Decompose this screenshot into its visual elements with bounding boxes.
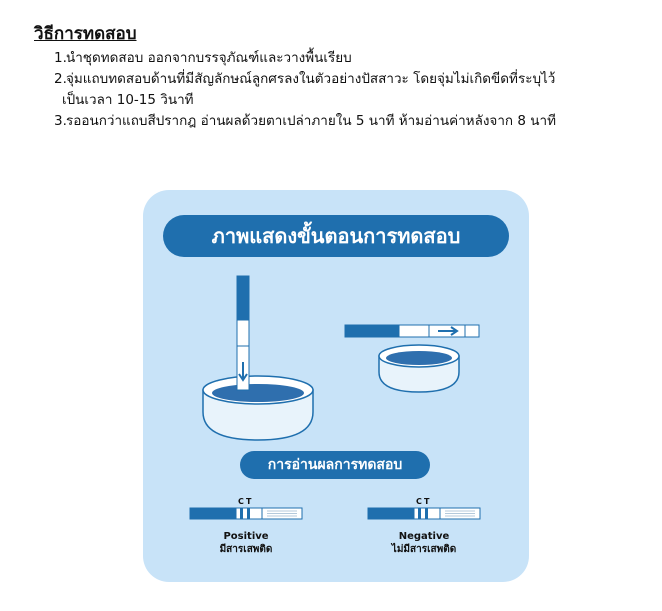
step-3	[54, 111, 654, 132]
positive-label-en: Positive	[223, 531, 269, 542]
positive-strip	[190, 508, 302, 519]
negative-result-label	[369, 530, 479, 556]
step-number: 1.	[54, 50, 67, 66]
positive-result-label	[191, 530, 301, 556]
test-strip-horizontal	[345, 325, 479, 337]
instruction-list	[54, 48, 654, 132]
step-number: 2.	[54, 71, 67, 87]
negative-label-en: Negative	[398, 531, 450, 542]
test-strip-vertical	[237, 276, 249, 390]
positive-label-th: มีสารเสพติด	[219, 544, 273, 555]
negative-strip	[368, 508, 480, 519]
positive-control-label: C	[238, 497, 244, 506]
wait-cup-illustration	[379, 345, 459, 392]
document-title: วิธีการทดสอบ	[34, 24, 137, 44]
negative-label-th: ไม่มีสารเสพติด	[391, 544, 457, 555]
procedure-illustration	[143, 190, 529, 582]
step-number: 3.	[54, 113, 67, 129]
infographic-heading: ภาพแสดงขั้นตอนการทดสอบ	[163, 215, 509, 257]
step-text: จุ่มแถบทดสอบด้านที่มีสัญลักษณ์ลูกศรลงในตัวอย่างปัสสาวะ โดยจุ่มไม่เกิดขีดที่ระบุไว้	[66, 71, 556, 87]
results-heading: การอ่านผลการทดสอบ	[240, 451, 430, 479]
step-text: รออนกว่าแถบสีปรากฎ อ่านผลด้วยตาเปล่าภายใน 5 นาที ห้ามอ่านค่าหลังจาก 8 นาที	[66, 113, 556, 129]
positive-test-label: T	[246, 497, 252, 506]
step-text-wrap	[62, 69, 654, 111]
negative-control-label: C	[416, 497, 422, 506]
step-2	[54, 69, 654, 111]
negative-test-label: T	[424, 497, 430, 506]
procedure-infographic	[143, 190, 529, 582]
step-text-continued: เป็นเวลา 10-15 วินาที	[62, 92, 194, 108]
step-text: นำชุดทดสอบ ออกจากบรรจุภัณฑ์และวางพื้นเรียบ	[66, 50, 352, 66]
dip-cup-illustration	[203, 376, 313, 440]
step-1	[54, 48, 654, 69]
